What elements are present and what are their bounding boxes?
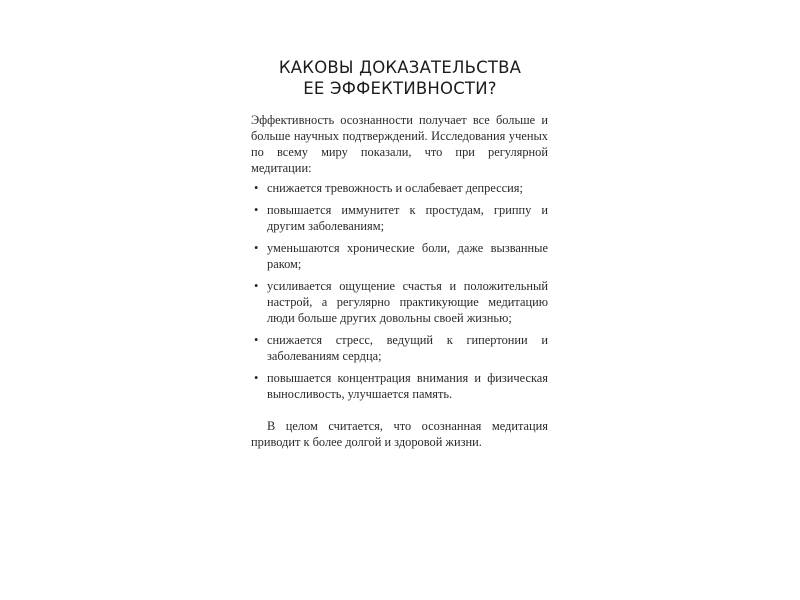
list-item: • снижается стресс, ведущий к гипертонии и заболеваниям сердца;: [251, 332, 548, 364]
list-item: • уменьшаются хронические боли, даже вызванные раком;: [251, 240, 548, 272]
list-item: • повышается концентрация внимания и физическая выносливость, улучшается память.: [251, 370, 548, 402]
list-item: • снижается тревожность и ослабевает депрессия;: [251, 180, 548, 196]
list-item: • повышается иммунитет к простудам, гриппу и другим заболеваниям;: [251, 202, 548, 234]
section-heading: [200, 57, 600, 99]
conclusion-paragraph: В целом считается, что осознанная медитация приводит к более долгой и здоровой жизни.: [251, 419, 548, 449]
heading-line-1: КАКОВЫ ДОКАЗАТЕЛЬСТВА: [278, 58, 522, 77]
list-item: • усиливается ощущение счастья и положительный настрой, а регулярно практикующие медитацию люди больше других довольны своей жизнью;: [251, 278, 548, 326]
benefits-list: [251, 180, 548, 402]
intro-paragraph: Эффективность осознанности получает все больше и больше научных подтверждений. Исследования ученых по всему миру показали, что при регулярной медитации:: [251, 113, 548, 175]
body-text: [251, 112, 548, 450]
heading-line-2: ЕЕ ЭФФЕКТИВНОСТИ?: [303, 79, 497, 98]
